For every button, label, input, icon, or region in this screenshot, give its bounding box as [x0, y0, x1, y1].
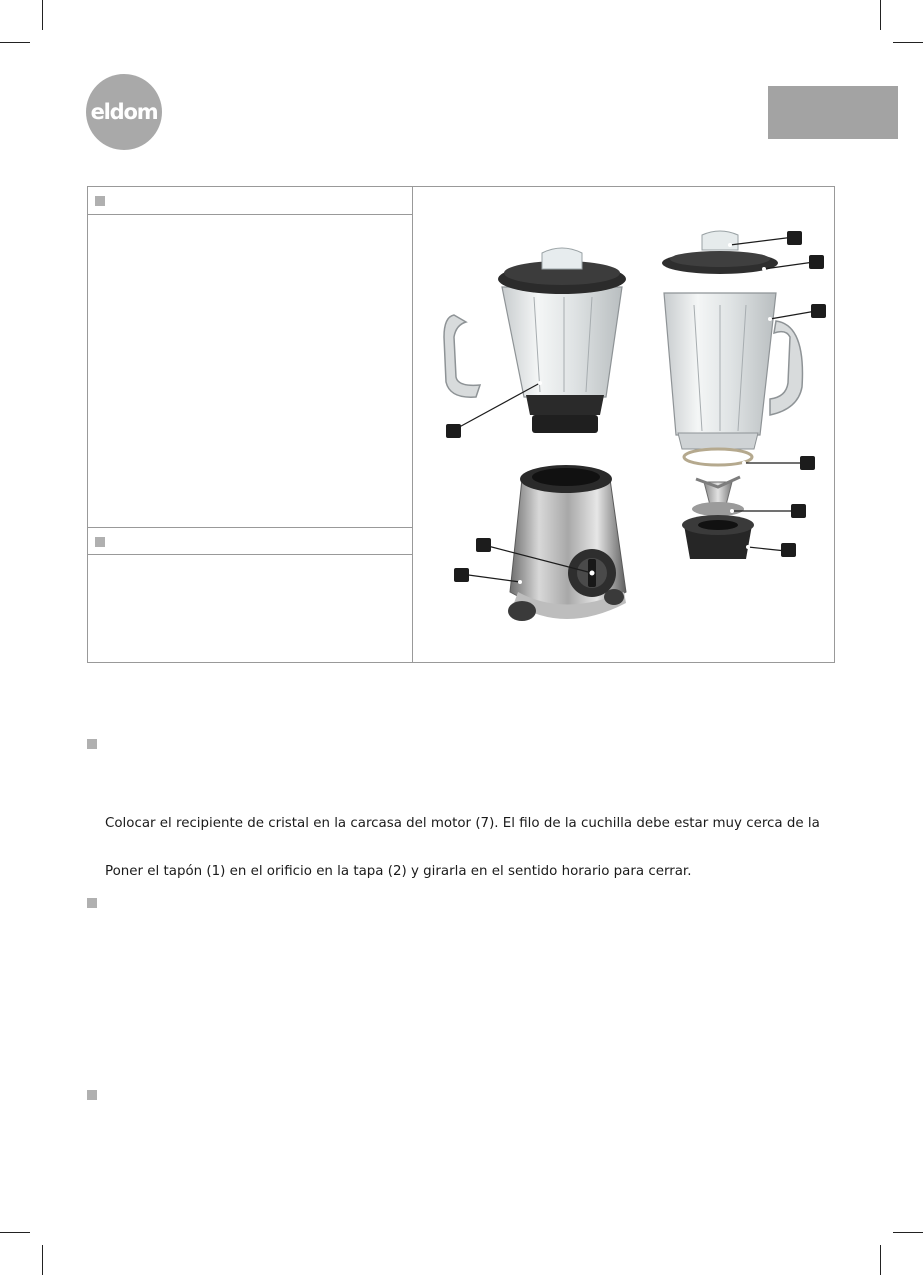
square-bullet-icon	[87, 739, 97, 749]
crop-mark	[42, 1245, 43, 1275]
motor-base	[508, 465, 626, 621]
callout-marker	[454, 568, 469, 582]
crop-mark	[42, 0, 43, 30]
square-bullet-icon	[95, 196, 105, 206]
crop-mark	[880, 0, 881, 30]
square-bullet-icon	[95, 537, 105, 547]
crop-mark	[0, 1232, 30, 1233]
square-bullet-icon	[87, 1090, 97, 1100]
blender-illustration	[414, 187, 834, 662]
square-bullet-icon	[87, 898, 97, 908]
assembled-jar	[444, 248, 626, 433]
callout-marker	[800, 456, 815, 470]
callout-marker	[791, 504, 806, 518]
instruction-line: Poner el tapón (1) en el orificio en la tapa (2) y girarla en el sentido horario para cerrar.	[105, 864, 692, 879]
crop-mark	[0, 42, 30, 43]
parts-list-column	[88, 187, 413, 662]
logo-text: eldom	[90, 100, 158, 124]
crop-mark	[880, 1245, 881, 1275]
crop-mark	[893, 42, 923, 43]
instruction-line: Colocar el recipiente de cristal en la carcasa del motor (7). El filo de la cuchilla debe estar muy cerca de la	[105, 816, 820, 831]
callout-marker	[811, 304, 826, 318]
crop-mark	[893, 1232, 923, 1233]
callout-marker	[787, 231, 802, 245]
section-header-row	[88, 187, 412, 215]
parts-section	[87, 186, 835, 663]
brand-logo	[86, 74, 162, 150]
callout-marker	[781, 543, 796, 557]
callout-marker	[809, 255, 824, 269]
callout-marker	[446, 424, 461, 438]
callout-marker	[476, 538, 491, 552]
section-header-row	[88, 527, 412, 555]
language-tab	[768, 86, 898, 139]
